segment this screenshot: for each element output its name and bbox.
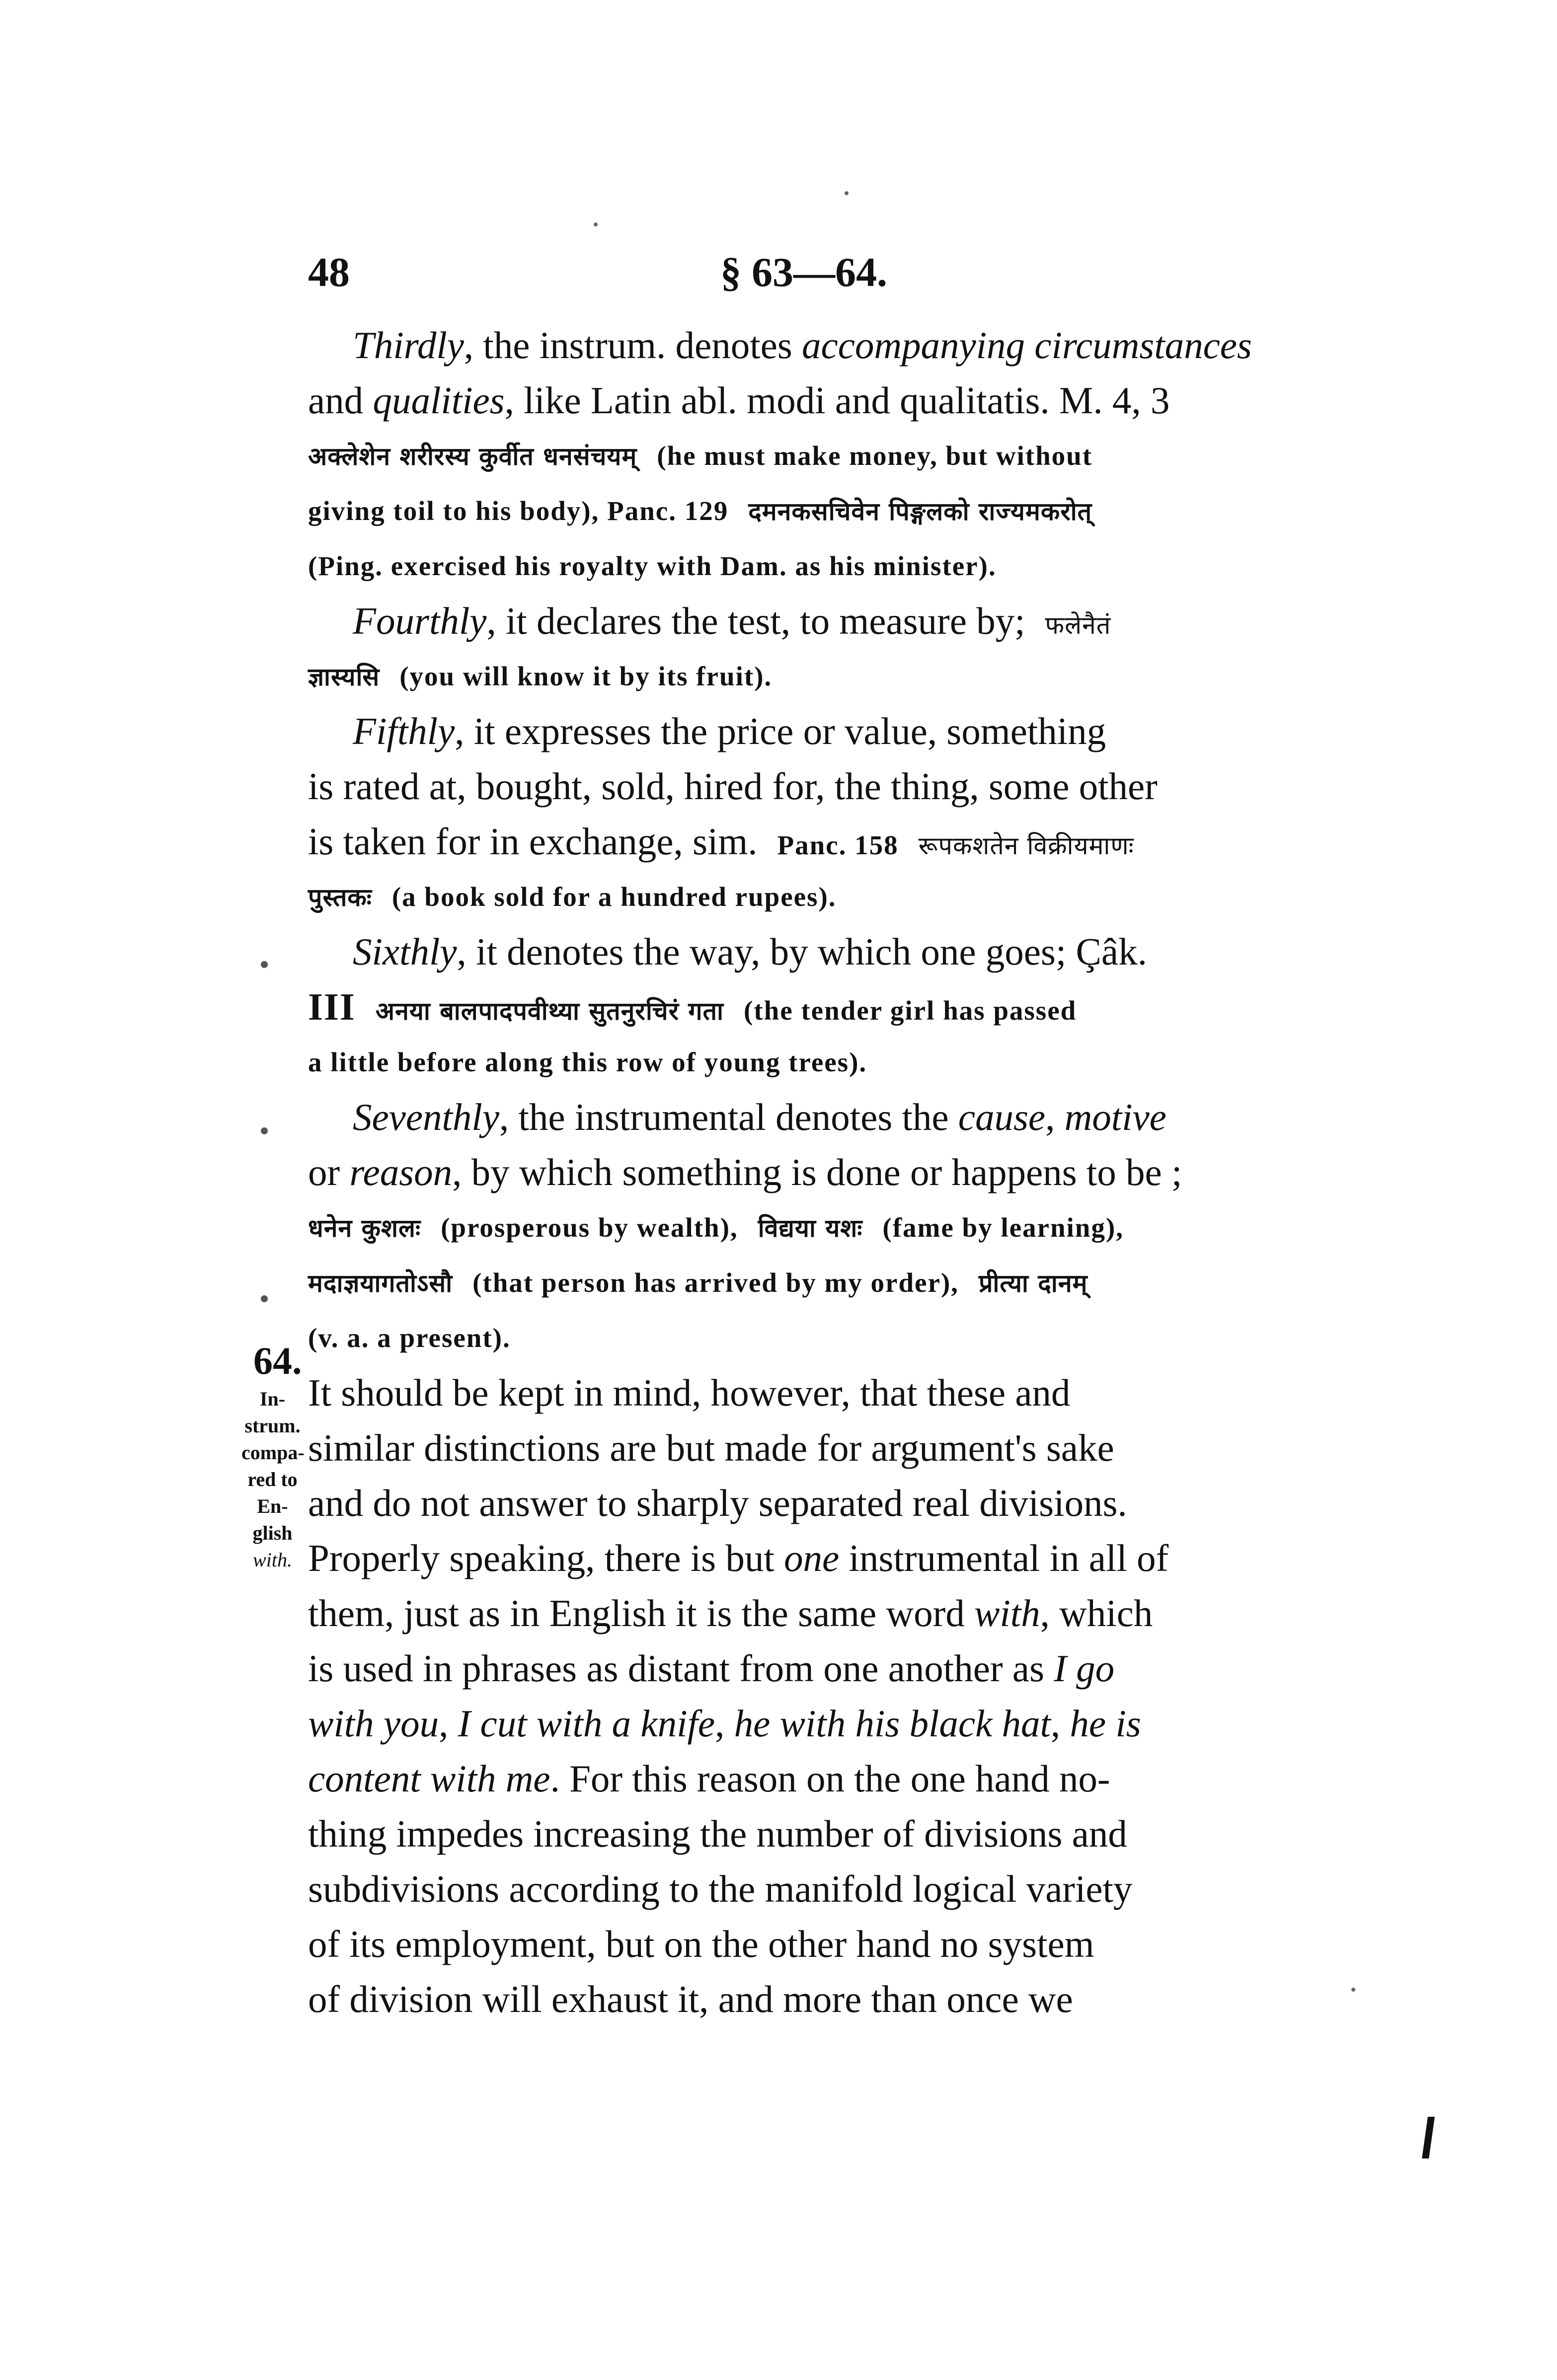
text-line: of its employment, but on the other hand no system bbox=[308, 1923, 1094, 1965]
text-line: giving toil to his body), Panc. 129 दमनकसचिवेन पिङ्गलको राज्यमकरोत् bbox=[308, 496, 1092, 526]
text-line: Fourthly, it declares the test, to measure by; फलेनैतं bbox=[353, 599, 1111, 642]
text-line: (Ping. exercised his royalty with Dam. as his minister). bbox=[308, 551, 997, 581]
text-line: Seventhly, the instrumental denotes the cause, motive bbox=[353, 1096, 1167, 1138]
body-text bbox=[308, 318, 1326, 2027]
text-line: धनेन कुशलः (prosperous by wealth), विद्यया यशः (fame by learning), bbox=[308, 1212, 1124, 1243]
text-line: subdivisions according to the manifold logical variety bbox=[308, 1867, 1133, 1910]
margin-note bbox=[241, 1386, 304, 1573]
printer-mark bbox=[1422, 2117, 1435, 2158]
margin-dot bbox=[261, 1295, 268, 1302]
text-line: अक्लेशेन शरीरस्य कुर्वीत धनसंचयम् (he must make money, but without bbox=[308, 441, 1093, 471]
text-line: is taken for in exchange, sim. Panc. 158 रूपकशतेन विक्रीयमाणः bbox=[308, 820, 1134, 863]
text-line: a little before along this row of young trees). bbox=[308, 1047, 867, 1077]
margin-note-line: red to bbox=[247, 1468, 298, 1490]
text-line: and qualities, like Latin abl. modi and qualitatis. M. 4, 3 bbox=[308, 379, 1170, 422]
text-line: them, just as in English it is the same word with, which bbox=[308, 1592, 1153, 1635]
text-line: (v. a. a present). bbox=[308, 1323, 511, 1353]
text-line: or reason, by which something is done or happens to be ; bbox=[308, 1151, 1182, 1193]
page-number: 48 bbox=[308, 249, 350, 296]
page-speck bbox=[1351, 1988, 1355, 1992]
section-reference: § 63—64. bbox=[720, 249, 887, 296]
margin-note-line: glish bbox=[252, 1522, 293, 1544]
running-header bbox=[308, 248, 1317, 308]
text-line: with you, I cut with a knife, he with his black hat, he is bbox=[308, 1702, 1141, 1745]
text-line: Fifthly, it expresses the price or value, something bbox=[353, 710, 1106, 752]
margin-note-line: strum. bbox=[244, 1414, 301, 1437]
margin-note-line: En- bbox=[257, 1495, 288, 1517]
text-line: Properly speaking, there is but one instrumental in all of bbox=[308, 1537, 1169, 1579]
page-speck bbox=[845, 191, 849, 195]
text-line: मदाज्ञयागतोऽसौ (that person has arrived by my order), प्रीत्या दानम् bbox=[308, 1267, 1088, 1298]
margin-note-line: with. bbox=[253, 1549, 292, 1571]
margin-note-line: In- bbox=[259, 1388, 286, 1410]
margin-dot bbox=[261, 961, 268, 968]
margin-dot bbox=[261, 1127, 268, 1134]
margin-note-line: compa- bbox=[241, 1441, 305, 1464]
text-line: content with me. For this reason on the one hand no- bbox=[308, 1757, 1110, 1800]
text-line: ज्ञास्यसि (you will know it by its fruit). bbox=[308, 661, 773, 691]
text-line: similar distinctions are but made for argument's sake bbox=[308, 1426, 1114, 1469]
text-line: It should be kept in mind, however, that these and bbox=[308, 1371, 1071, 1414]
text-line: पुस्तकः (a book sold for a hundred rupees). bbox=[308, 882, 837, 912]
paragraph-number: 64. bbox=[253, 1339, 302, 1382]
text-line: of division will exhaust it, and more than once we bbox=[308, 1978, 1073, 2020]
page-speck bbox=[594, 223, 598, 226]
text-line: Sixthly, it denotes the way, by which one goes; Çâk. bbox=[353, 930, 1147, 973]
text-line: is rated at, bought, sold, hired for, the thing, some other bbox=[308, 765, 1158, 808]
text-line: and do not answer to sharply separated real divisions. bbox=[308, 1482, 1127, 1524]
text-line: is used in phrases as distant from one another as I go bbox=[308, 1647, 1115, 1690]
text-line: thing impedes increasing the number of divisions and bbox=[308, 1812, 1127, 1855]
text-line: III अनया बालपादपवीथ्या सुतनुरचिरं गता (the tender girl has passed bbox=[308, 985, 1077, 1028]
text-line: Thirdly, the instrum. denotes accompanying circumstances bbox=[353, 324, 1252, 367]
